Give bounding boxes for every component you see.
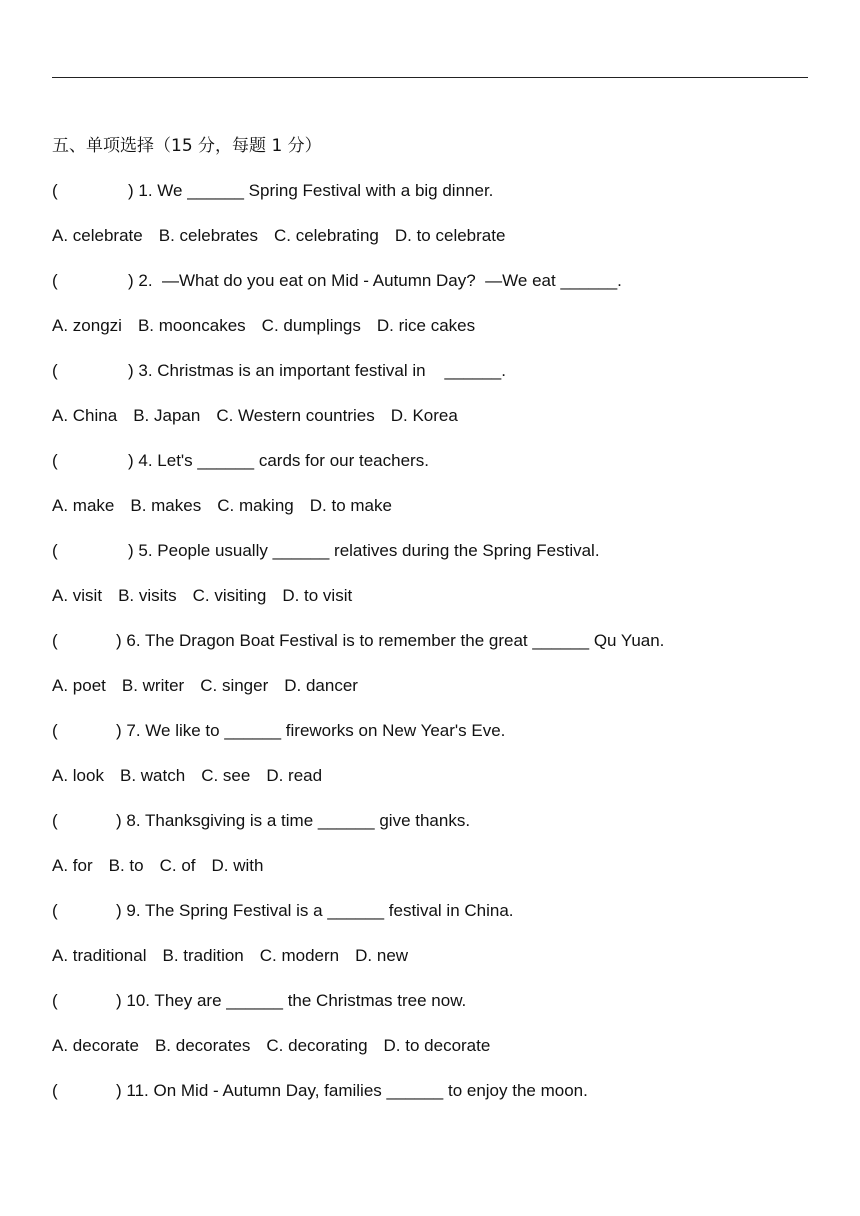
answer-option: A. traditional: [52, 946, 147, 965]
answer-option: D. Korea: [390, 406, 458, 425]
question-stem-line: [52, 805, 812, 850]
answer-option: A. look: [52, 766, 104, 785]
question-stem-line: [52, 985, 812, 1030]
question-stem-line: [52, 535, 812, 580]
question-stem-line: [52, 265, 812, 310]
answer-blank-paren: (: [52, 631, 58, 650]
question-stem-line: [52, 895, 812, 940]
question-options-line: [52, 220, 812, 265]
question-stem: ) 4. Let's ______ cards for our teachers.: [128, 451, 429, 470]
question-stem-line: [52, 445, 812, 490]
answer-option: B. mooncakes: [137, 316, 246, 335]
answer-blank-paren: (: [52, 271, 58, 290]
answer-option: C. modern: [259, 946, 340, 965]
question-stem: ) 10. They are ______ the Christmas tree now.: [116, 991, 467, 1010]
answer-option: B. tradition: [162, 946, 244, 965]
question-stem-line: [52, 715, 812, 760]
answer-option: B. makes: [130, 496, 202, 515]
answer-option: D. to decorate: [383, 1036, 491, 1055]
answer-blank-paren: (: [52, 451, 58, 470]
answer-option: D. to celebrate: [394, 226, 506, 245]
answer-blank-paren: (: [52, 361, 58, 380]
answer-option: D. new: [355, 946, 409, 965]
question-stem: ) 9. The Spring Festival is a ______ festival in China.: [116, 901, 514, 920]
answer-blank-paren: (: [52, 901, 58, 920]
question-list: [52, 175, 812, 1120]
question-stem-line: [52, 355, 812, 400]
question-stem-line: [52, 1075, 812, 1120]
answer-option: C. of: [159, 856, 196, 875]
answer-blank-paren: (: [52, 721, 58, 740]
question-stem: ) 8. Thanksgiving is a time ______ give thanks.: [116, 811, 471, 830]
answer-option: B. to: [108, 856, 144, 875]
answer-option: B. visits: [118, 586, 177, 605]
exam-page-content: [52, 130, 812, 1120]
question-options-line: [52, 1030, 812, 1075]
question-options-line: [52, 310, 812, 355]
question-stem-line: [52, 175, 812, 220]
answer-option: A. celebrate: [52, 226, 143, 245]
answer-blank-paren: (: [52, 181, 58, 200]
answer-blank-paren: (: [52, 1081, 58, 1100]
answer-option: A. make: [52, 496, 115, 515]
answer-option: A. poet: [52, 676, 106, 695]
answer-option: C. visiting: [192, 586, 267, 605]
answer-option: A. decorate: [52, 1036, 139, 1055]
question-stem: ) 11. On Mid - Autumn Day, families ______ to enjoy the moon.: [116, 1081, 588, 1100]
answer-option: C. see: [201, 766, 251, 785]
answer-option: D. to visit: [282, 586, 353, 605]
question-stem: ) 1. We ______ Spring Festival with a big dinner.: [128, 181, 494, 200]
question-stem-line: [52, 625, 812, 670]
question-options-line: [52, 940, 812, 985]
section-title: 五、单项选择（15 分，每题 1 分）: [52, 136, 322, 156]
question-stem: ) 6. The Dragon Boat Festival is to remember the great ______ Qu Yuan.: [116, 631, 665, 650]
answer-option: D. with: [211, 856, 264, 875]
answer-option: C. making: [217, 496, 294, 515]
answer-option: B. celebrates: [158, 226, 258, 245]
header-rule: [52, 77, 808, 78]
answer-option: C. singer: [200, 676, 269, 695]
answer-option: A. for: [52, 856, 93, 875]
answer-option: B. writer: [121, 676, 185, 695]
answer-option: D. to make: [309, 496, 392, 515]
answer-blank-paren: (: [52, 811, 58, 830]
answer-option: C. dumplings: [261, 316, 361, 335]
question-stem: ) 7. We like to ______ fireworks on New Year's Eve.: [116, 721, 506, 740]
question-options-line: [52, 760, 812, 805]
answer-option: D. rice cakes: [376, 316, 476, 335]
answer-blank-paren: (: [52, 541, 58, 560]
question-options-line: [52, 670, 812, 715]
answer-option: A. China: [52, 406, 118, 425]
answer-option: B. Japan: [133, 406, 201, 425]
question-stem: ) 3. Christmas is an important festival in ______.: [128, 361, 506, 380]
answer-option: B. decorates: [154, 1036, 251, 1055]
question-options-line: [52, 490, 812, 535]
answer-option: C. celebrating: [273, 226, 379, 245]
answer-option: D. read: [266, 766, 323, 785]
question-stem: ) 2. —What do you eat on Mid - Autumn Day? —We eat ______.: [128, 271, 622, 290]
answer-option: A. visit: [52, 586, 103, 605]
answer-option: A. zongzi: [52, 316, 122, 335]
answer-option: C. decorating: [266, 1036, 368, 1055]
answer-option: C. Western countries: [216, 406, 375, 425]
answer-option: D. dancer: [284, 676, 358, 695]
answer-option: B. watch: [119, 766, 186, 785]
question-options-line: [52, 400, 812, 445]
question-options-line: [52, 850, 812, 895]
question-stem: ) 5. People usually ______ relatives during the Spring Festival.: [128, 541, 600, 560]
question-options-line: [52, 580, 812, 625]
answer-blank-paren: (: [52, 991, 58, 1010]
